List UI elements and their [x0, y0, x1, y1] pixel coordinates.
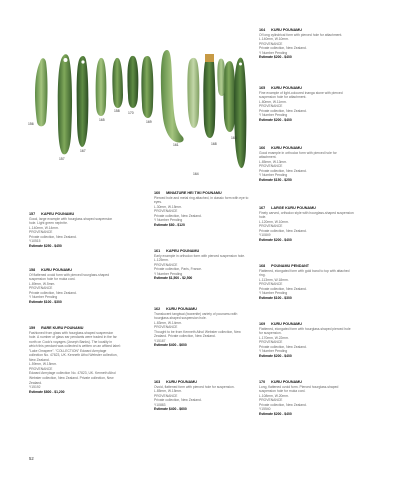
lot-reference: Y15192: [29, 385, 41, 390]
lot-size: L.89mm, W.5mm.: [29, 281, 56, 286]
lot-provenance: Private collection, Paris, France.: [154, 267, 202, 272]
lot-provenance-label: PROVENANCE: [259, 282, 283, 287]
pendant-163: [223, 61, 235, 132]
lot-provenance: Private collection, New Zealand.: [154, 213, 202, 218]
lot-description: Flattened, elongated form with hourglass-shaped pierced hole for suspension.: [259, 326, 351, 336]
lot-heading: 169 KURU POUNAMU: [259, 322, 302, 326]
lot-provenance-label: PROVENANCE: [259, 164, 283, 169]
lot-estimate: Estimate $200 - $400: [259, 411, 292, 416]
lot-provenance-label: PROVENANCE: [29, 286, 53, 291]
lot-reference: Y10849: [259, 233, 271, 238]
photo-label-167: 167: [80, 149, 86, 153]
lot-provenance-label: PROVENANCE: [259, 224, 283, 229]
lot-reference: Y Number Pending: [154, 271, 183, 276]
pendant-164: [234, 58, 246, 168]
lot-reference: Y Number Pending: [259, 291, 288, 296]
pendant-170: [127, 56, 138, 108]
lot-description: Long, flattened ovoid form. Pierced hourglass-shaped suspension hole for muka cord.: [259, 384, 339, 394]
lot-provenance: Private collection, New Zealand.: [29, 234, 77, 239]
lot-provenance: Private collection, New Zealand.: [259, 286, 307, 291]
lot-161: [154, 249, 249, 281]
lot-provenance: Edward Armytage collection No. 47823, UK. Kenneth Athol Webster collection, New Zealand. Private collection, New Zealand.: [29, 371, 116, 385]
lot-reference: Y Number Pending: [29, 295, 58, 300]
lot-size: L.108mm, W.20mm.: [259, 393, 289, 398]
lot-estimate: Estimate $250 - $450: [29, 243, 62, 248]
lot-heading: 160 MINIATURE HEI TIKI POUNAMU: [154, 191, 222, 195]
lot-heading: 168 POUNAMU PENDANT: [259, 264, 310, 268]
lot-provenance-label: PROVENANCE: [154, 393, 178, 398]
pendant-161: [161, 50, 184, 143]
lot-estimate: Estimate $800 - $1,200: [29, 389, 65, 394]
lot-provenance: Private collection, New Zealand.: [259, 168, 307, 173]
photo-label-168: 168: [211, 142, 217, 146]
lot-provenance-label: PROVENANCE: [259, 340, 283, 345]
lot-provenance-label: PROVENANCE: [259, 398, 283, 403]
pendant-169: [141, 56, 153, 118]
lot-heading: 163 KURU POUNAMU: [154, 380, 197, 384]
lot-heading: 164 KURU POUNAMU: [259, 28, 302, 32]
lot-provenance-label: PROVENANCE: [259, 41, 283, 46]
lot-size: L.140mm, W.10mm.: [259, 37, 289, 42]
lot-reference: Y15187: [154, 338, 166, 343]
lot-provenance: Private collection, New Zealand.: [259, 46, 307, 51]
lot-size: L.140mm, W.14mm.: [29, 225, 59, 230]
lot-heading: 158 KURU POUNAMU: [29, 268, 72, 272]
pendant-157: [58, 54, 72, 154]
lot-description: Good, large example with hourglass-shaped suspension hole. Light green nephrite.: [29, 216, 113, 226]
lot-description: Flattened, elongated form with gold band to top with attached ring.: [259, 268, 350, 278]
lot-heading: 167 LARGE KURU POUNAMU: [259, 206, 316, 210]
lot-estimate: Estimate $100 - $300: [259, 295, 292, 300]
lot-estimate: Estimate $200 - $400: [259, 55, 292, 60]
lot-size: L.80mm, W.11mm.: [259, 99, 287, 104]
lot-reference: Y15540: [259, 407, 271, 412]
lot-estimate: Estimate $400 - $600: [154, 407, 187, 412]
lot-162: [154, 307, 251, 348]
lot-170: [259, 380, 354, 416]
lot-168: [259, 264, 354, 300]
photo-label-161: 161: [173, 143, 179, 147]
lot-heading: 159 RARE KURU POUNAMU: [29, 326, 84, 330]
lot-description: Of long cylindrical form with pierced hole for attachment.: [259, 32, 343, 37]
lot-estimate: Estimate $100 - $300: [29, 299, 62, 304]
lot-size: L.30mm, W.15mm.: [154, 204, 183, 209]
lot-provenance-label: PROVENANCE: [154, 325, 178, 330]
lot-estimate: Estimate $400 - $600: [154, 343, 187, 348]
lot-size: L.83mm, W.14mm.: [154, 320, 183, 325]
lot-estimate: Estimate $150 - $250: [259, 177, 292, 182]
pendant-168-band: [205, 54, 214, 62]
lot-provenance-label: PROVENANCE: [29, 230, 53, 235]
lot-169: [259, 322, 354, 358]
pendant-167: [77, 56, 89, 147]
lot-reference: Y Number Pending: [259, 173, 288, 178]
pendant-162: [187, 58, 199, 128]
lot-estimate: Estimate $200 - $400: [259, 117, 292, 122]
pendant-165: [96, 58, 107, 116]
lot-provenance-label: PROVENANCE: [29, 366, 53, 371]
lot-158: [29, 268, 119, 304]
lot-size: L.85mm, W.13mm.: [259, 159, 288, 164]
lot-reference: Y Number Pending: [154, 218, 183, 223]
lot-description: Pierced hole and metal ring attached, in classic form with eye to eyes.: [154, 195, 249, 205]
lot-heading: 170 KURU POUNAMU: [259, 380, 302, 384]
photo-label-165: 165: [99, 118, 105, 122]
pendant-168: [203, 62, 215, 138]
lot-provenance: Private collection, New Zealand.: [154, 398, 202, 403]
lot-provenance-label: PROVENANCE: [259, 104, 283, 109]
lot-description: Fine example of light-coloured inanga stone with pierced suspension hole for attachment.: [259, 90, 343, 100]
lot-164: [259, 28, 354, 60]
photo-label-157: 157: [59, 157, 65, 161]
lot-size: L.85mm, W.15mm.: [154, 389, 183, 394]
lot-size: L.125mm.: [154, 258, 169, 263]
lot-provenance-label: PROVENANCE: [154, 209, 178, 214]
lot-reference: Y Number Pending: [259, 50, 288, 55]
lot-heading: 161 KAPEU POUNAMU: [154, 249, 200, 253]
lot-163: [154, 380, 249, 412]
lot-description: Good example in orthodox form with pierced hole for attachment.: [259, 150, 337, 160]
lot-heading: 157 KAPEU POUNAMU: [29, 212, 75, 216]
photo-label-158: 158: [114, 109, 120, 113]
lot-description: Of flattened ovoid form with pierced hourglass-shaped suspension hole for muka cord.: [29, 272, 110, 282]
photo-label-163: 163: [231, 136, 237, 140]
lot-provenance: Thought to be from Kenneth Athol Webster collection, New Zealand. Private collection, New Zealand.: [154, 329, 241, 339]
lot-estimate: Estimate $200 - $400: [259, 353, 292, 358]
lot-provenance: Private collection, New Zealand.: [29, 290, 77, 295]
lot-heading: 162 KURU POUNAMU: [154, 307, 197, 311]
lot-description: Finely carved, orthodox style with hourglass-shaped suspension hole.: [259, 210, 354, 220]
photo-label-156: 156: [28, 122, 34, 126]
lot-provenance: Private collection, New Zealand.: [259, 402, 307, 407]
lot-157: [29, 212, 119, 248]
lot-reference: Y10883: [154, 402, 166, 407]
lot-description: Translucent tangiwai (bowenite) variety of pounamu with hourglass-shaped suspension hole.: [154, 311, 238, 321]
lot-size: L.170mm, W.22mm.: [259, 335, 289, 340]
lot-provenance: Private collection, New Zealand.: [259, 344, 307, 349]
pendant-160: [35, 58, 47, 126]
lot-reference: Y Number Pending: [259, 113, 288, 118]
lot-estimate: Estimate $1,500 - $2,500: [154, 276, 193, 281]
lot-159: [29, 326, 121, 394]
page-number: 52: [29, 456, 34, 461]
pendants-photo: [0, 0, 256, 182]
lot-description: Ovoid, flattened form with pierced hole for suspension.: [154, 384, 235, 389]
lot-166: [259, 146, 354, 182]
lot-165: [259, 86, 354, 122]
lot-size: L.59mm, W.15mm.: [29, 362, 58, 367]
lot-reference: Y Number Pending: [259, 349, 288, 354]
lot-provenance: Private collection, New Zealand.: [259, 228, 307, 233]
lot-167: [259, 206, 354, 242]
photo-label-164: 164: [193, 172, 199, 176]
lot-heading: 166 KURU POUNAMU: [259, 146, 302, 150]
lot-160: [154, 191, 249, 227]
lot-size: L.113mm, W.18mm.: [259, 277, 289, 282]
pendant-166: [217, 59, 225, 96]
photo-label-169: 169: [146, 120, 152, 124]
lot-description: Early example in orthodox form with pierced suspension hole.: [154, 253, 246, 258]
lot-description: Fashioned from glass with hourglass-shaped suspension hole. A number of glass ear pendants were traded in the far north on Cook's voyages (Joseph Banks). The locality in which this pendant was collected is written on an affixed label: "Lake Omapere". "COLLECTION" Edward Armytage collection No. 47823, UK. Kenneth Athol Webster collection, New Zealand.: [29, 330, 121, 362]
lot-reference: Y10515: [29, 239, 41, 244]
lot-provenance: Private collection, New Zealand.: [259, 108, 307, 113]
lot-size: L.120mm, W.10mm.: [259, 219, 289, 224]
lot-provenance-label: PROVENANCE: [154, 262, 178, 267]
pendant-158: [112, 58, 123, 108]
lot-heading: 165 KURU POUNAMU: [259, 86, 302, 90]
lot-estimate: Estimate $80 - $120: [154, 222, 185, 227]
lot-estimate: Estimate $200 - $400: [259, 237, 292, 242]
photo-label-170: 170: [128, 111, 134, 115]
